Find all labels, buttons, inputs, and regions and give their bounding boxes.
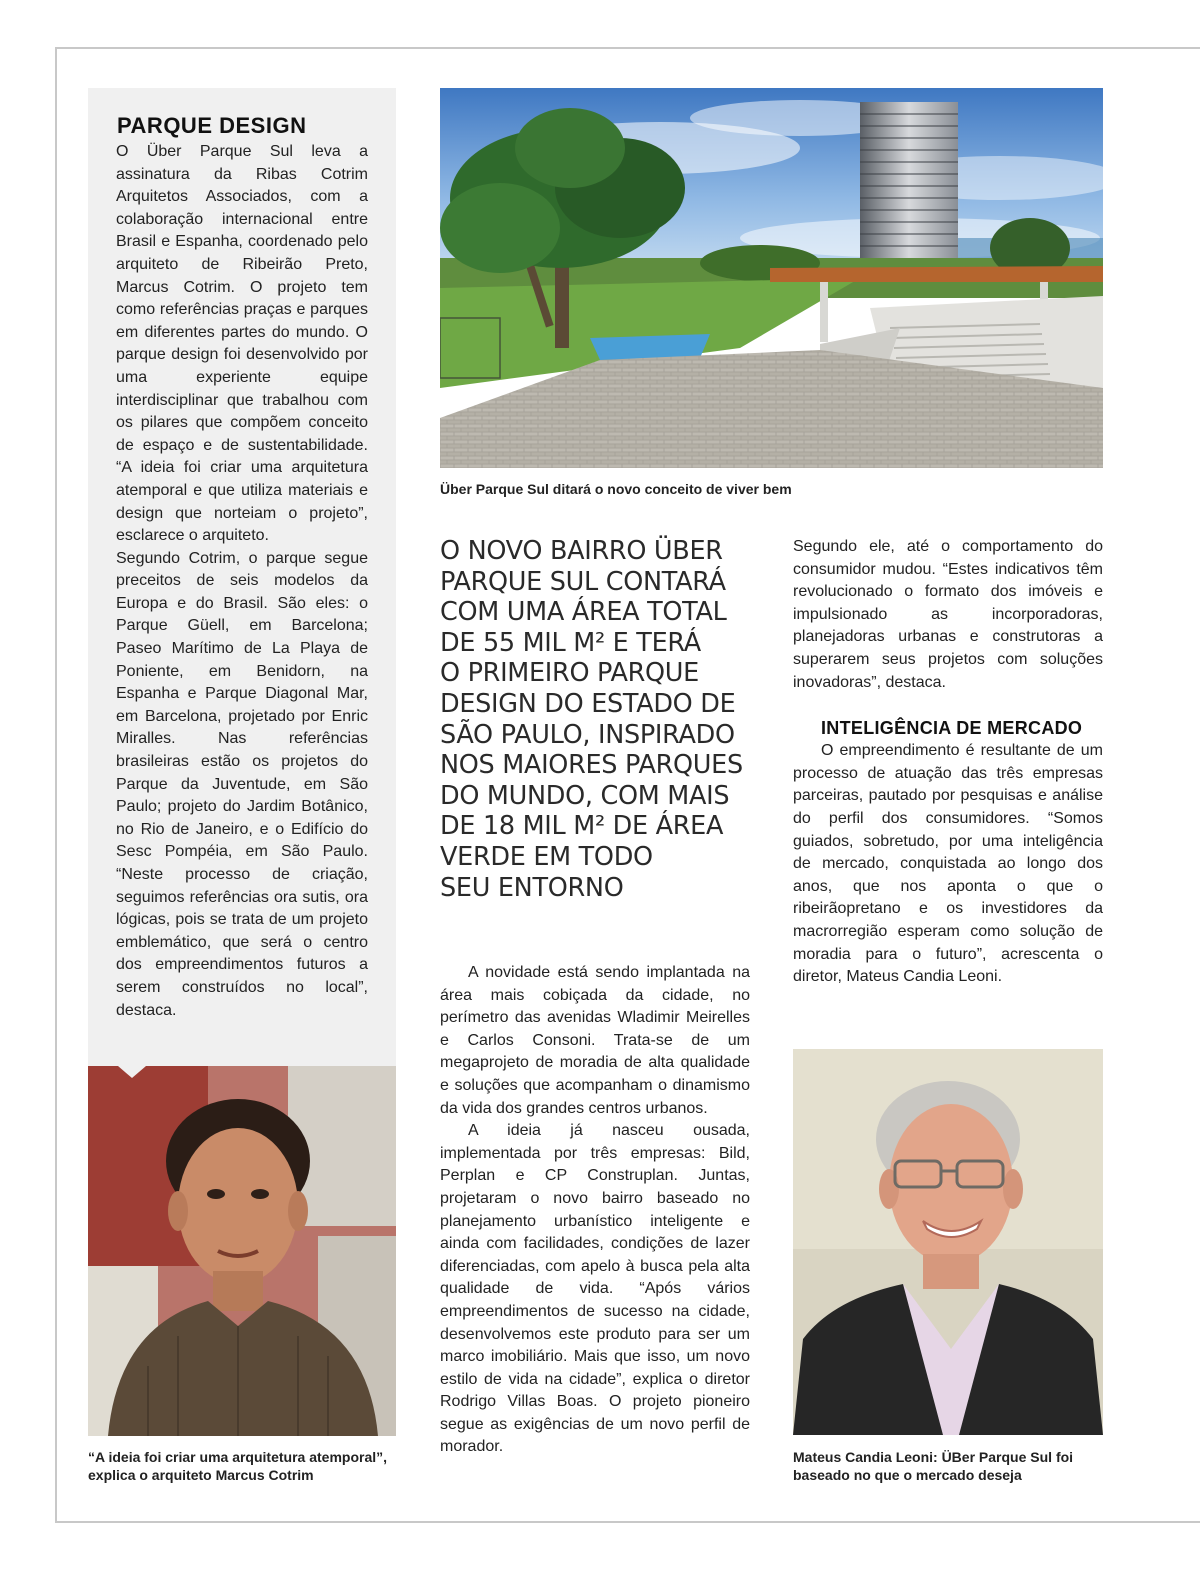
director-photo-caption: Mateus Candia Leoni: ÜBer Parque Sul foi baseado no que o mercado deseja	[793, 1449, 1074, 1483]
article-paragraph: O empreendimento é resultante de um processo de atuação das três empresas parceiras, pautado por pesquisas e análise do perfil dos consumidores. “Somos guiados, sobretudo, por uma inteligência de mercado, conquistada ao longo dos anos, que nos aponta o que o ribeirãopretano e os investidores da macrorregião esperam como solução de moradia para o futuro”, acrescenta o diretor, Mateus Candia Leoni.	[793, 742, 1103, 986]
park-rendering-illustration	[440, 88, 1103, 468]
article-paragraph: Segundo ele, até o comportamento do consumidor mudou. “Estes indicativos têm revolucionado o formato dos imóveis e impulsionado as incorporadoras, planejadoras urbanas e construtoras a superarem seus projetos com soluções inovadoras”, destaca.	[793, 538, 1103, 691]
section-title: INTELIGÊNCIA DE MERCADO	[821, 718, 1083, 739]
sidebar-text	[116, 141, 368, 1022]
architect-photo-caption: “A ideia foi criar uma arquitetura atemporal”, explica o arquiteto Marcus Cotrim	[88, 1449, 388, 1483]
sidebar-paragraph: Segundo Cotrim, o parque segue preceitos de seis modelos da Europa e do Brasil. São eles: o Parque Güell, em Barcelona; Paseo Marítimo de La Playa de Poniente, em Benidorn, na Espanha e Parque Diagonal Mar, em Barcelona, projetado por Enric Miralles. Nas referências brasileiras estão os projetos do Parque da Juventude, em São Paulo; projeto do Jardim Botânico, no Rio de Janeiro, e o Edifício do Sesc Pompéia, em São Paulo. “Neste processo de criação, seguimos referências ora sutis, ora lógicas, pois se trata de um projeto emblemático, que será o centro dos empreendimentos futuros a serem construídos no local”, destaca.	[116, 549, 368, 1019]
architect-portrait-illustration	[88, 1066, 396, 1436]
sidebar-paragraph: O Über Parque Sul leva a assinatura da Ribas Cotrim Arquitetos Associados, com a colaboração internacional entre Brasil e Espanha, coordenado pelo arquiteto de Ribeirão Preto, Marcus Cotrim. O projeto tem como referências praças e parques em diferentes partes do mundo. O parque design foi desenvolvido por uma experiente equipe interdisciplinar que trabalhou com os pilares que compõem conceito de espaço e de sustentabilidade. “A ideia foi criar uma arquitetura atemporal e que utiliza materiais e design que norteiam o projeto”, esclarece o arquiteto.	[116, 143, 368, 545]
director-portrait-illustration	[793, 1049, 1103, 1435]
article-paragraph: A ideia já nasceu ousada, implementada por três empresas: Bild, Perplan e CP Construplan. Juntas, projetaram o novo bairro baseado no planejamento urbanístico inteligente e ainda com facilidades, condições de lazer diferenciadas, com apelo à busca pela alta qualidade de vida. “Após vários empreendimentos de sucesso na cidade, desenvolvemos este produto para ser um marco imobiliário. Mais que isso, um novo estilo de vida na cidade”, explica o diretor Rodrigo Villas Boas. O projeto pioneiro segue as exigências de um novo perfil de morador.	[440, 1122, 750, 1456]
director-portrait-photo	[793, 1049, 1103, 1435]
pull-quote: O NOVO BAIRRO ÜBER PARQUE SUL CONTARÁ COM UMA ÁREA TOTAL DE 55 MIL M² E TERÁ O PRIMEIRO PARQUE DESIGN DO ESTADO DE SÃO PAULO, INSPIRADO NOS MAIORES PARQUES DO MUNDO, COM MAIS DE 18 MIL M² DE ÁREA VERDE EM TODO SEU ENTORNO	[440, 536, 743, 903]
architect-portrait-photo	[88, 1066, 396, 1436]
main-photo-caption: Über Parque Sul ditará o novo conceito de viver bem	[440, 481, 792, 497]
sidebar-title: PARQUE DESIGN	[117, 113, 307, 138]
middle-column	[440, 962, 750, 1459]
park-rendering-photo	[440, 88, 1103, 468]
article-paragraph: A novidade está sendo implantada na área mais cobiçada da cidade, no perímetro das avenidas Wladimir Meirelles e Carlos Consoni. Trata-se de um megaprojeto de moradia de alta qualidade e soluções que acompanham o dinamismo da vida dos grandes centros urbanos.	[440, 964, 750, 1117]
sidebar-pointer	[118, 1066, 146, 1078]
right-column	[793, 536, 1103, 989]
